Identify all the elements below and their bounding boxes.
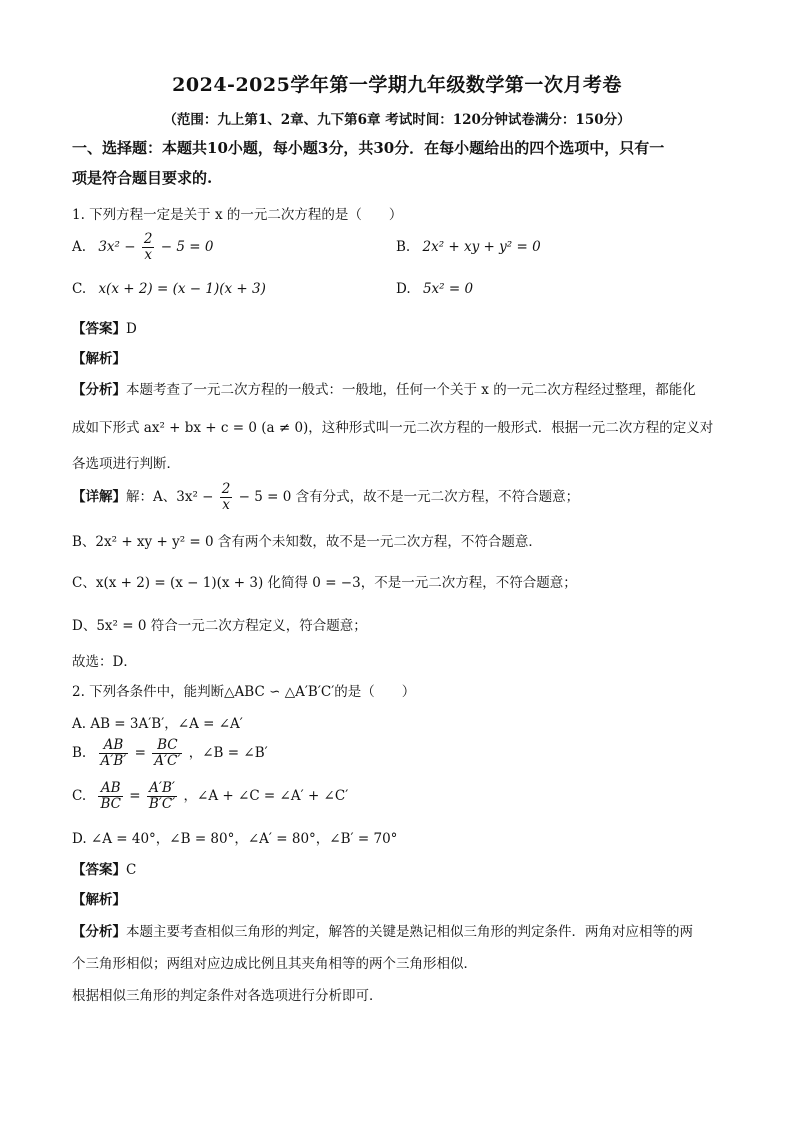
- q2-option-c-denominator-2: B′C′: [148, 796, 176, 812]
- q1-detail-a-post: − 5 = 0 含有分式，故不是一元二次方程，不符合题意；: [238, 489, 580, 505]
- q2-option-b-fraction-1: [99, 738, 129, 769]
- q1-fenxi-tag: 【分析】: [72, 382, 126, 398]
- q1-detail-a-fraction: [220, 482, 233, 513]
- q1-option-d: [396, 281, 473, 297]
- page-title: 2024-2025学年第一学期九年级数学第一次月考卷: [172, 74, 622, 96]
- q2-option-b-label: B.: [72, 745, 87, 761]
- q1-detail-a-numerator: 2: [221, 481, 231, 497]
- q1-answer: [72, 317, 137, 337]
- q2-option-b-denominator-1: A′B′: [100, 753, 127, 769]
- q2-answer: [72, 858, 136, 878]
- q1-answer-tag: 【答案】: [72, 321, 126, 337]
- q1-option-c: [72, 281, 266, 297]
- q2-fenxi-line-2: 个三角形相似；两组对应边成比例且其夹角相等的两个三角形相似．: [72, 956, 477, 972]
- q2-option-b-numerator-1: AB: [99, 738, 129, 754]
- q2-option-c-denominator-1: BC: [100, 796, 121, 812]
- q2-fenxi-tag: 【分析】: [72, 924, 126, 940]
- q1-detail-d: D、5x² = 0 符合一元二次方程定义，符合题意；: [72, 618, 367, 634]
- q1-fenxi-line-3: 各选项进行判断．: [72, 456, 180, 472]
- q1-option-d-text: 5x² = 0: [422, 281, 474, 297]
- q2-option-b-numerator-2: BC: [152, 738, 182, 754]
- page-subtitle: （范围：九上第1、2章、九下第6章 考试时间：120分钟试卷满分：150分）: [163, 112, 631, 128]
- q2-fenxi-line-1: [72, 920, 693, 940]
- q1-detail-tag: 【详解】: [72, 489, 126, 505]
- q1-option-a-label: A.: [72, 239, 87, 255]
- q1-option-c-label: C.: [72, 281, 87, 297]
- q1-option-d-label: D.: [396, 281, 411, 297]
- q2-option-b-equals: =: [134, 745, 146, 761]
- q2-option-c: [72, 781, 348, 812]
- q1-detail-a-pre: 解：A、3x² −: [126, 489, 214, 505]
- q2-answer-tag: 【答案】: [72, 862, 126, 878]
- q1-option-a: [72, 232, 213, 263]
- q1-option-a-fraction: [142, 232, 155, 263]
- q2-option-b: [72, 738, 268, 769]
- q1-fenxi-text-1: 本题考查了一元二次方程的一般式：一般地，任何一个关于 x 的一元二次方程经过整理，都能化: [126, 382, 696, 398]
- q2-option-c-label: C.: [72, 788, 87, 804]
- q2-answer-value: C: [126, 862, 137, 878]
- q1-analysis-tag: 【解析】: [72, 351, 126, 367]
- q1-detail-b: B、2x² + xy + y² = 0 含有两个未知数，故不是一元二次方程，不符合题意．: [72, 534, 542, 550]
- q2-fenxi-text-1: 本题主要考查相似三角形的判定，解答的关键是熟记相似三角形的判定条件．两角对应相等的两: [126, 924, 693, 940]
- q2-option-b-post: ，∠B = ∠B′: [188, 745, 268, 761]
- q1-fenxi-line-1: [72, 378, 696, 398]
- q2-analysis-tag: 【解析】: [72, 892, 126, 908]
- section-heading: [72, 133, 722, 193]
- q2-option-c-post: ，∠A + ∠C = ∠A′ + ∠C′: [183, 788, 349, 804]
- q1-option-a-numerator: 2: [143, 231, 153, 247]
- q1-option-b-text: 2x² + xy + y² = 0: [422, 239, 541, 255]
- q2-stem: 2. 下列各条件中，能判断△ABC ∽ △A′B′C′的是（ ）: [72, 684, 416, 700]
- section-heading-line-2: 项是符合题目要求的.: [72, 169, 213, 187]
- q2-option-d: D. ∠A = 40°，∠B = 80°，∠A′ = 80°，∠B′ = 70°: [72, 831, 398, 847]
- q1-option-a-post: − 5 = 0: [160, 239, 214, 255]
- q2-option-a: A. AB = 3A′B′，∠A = ∠A′: [72, 716, 243, 732]
- q1-detail-a: [72, 482, 579, 513]
- q1-stem: 1. 下列方程一定是关于 x 的一元二次方程的是（ ）: [72, 207, 403, 223]
- q2-option-c-equals: =: [129, 788, 141, 804]
- q2-option-c-fraction-1: [98, 781, 123, 812]
- q1-answer-value: D: [126, 321, 137, 337]
- q1-option-a-denominator: x: [144, 247, 152, 263]
- q2-option-b-fraction-2: [152, 738, 182, 769]
- q2-option-b-denominator-2: A′C′: [154, 753, 181, 769]
- q2-option-c-numerator-1: AB: [98, 781, 123, 797]
- q1-detail-c: C、x(x + 2) = (x − 1)(x + 3) 化简得 0 = −3，不是一元二次方程，不符合题意；: [72, 575, 577, 591]
- q1-option-b-label: B.: [396, 239, 411, 255]
- q1-conclusion: 故选：D．: [72, 654, 137, 670]
- q1-option-b: [396, 239, 541, 255]
- q2-fenxi-line-3: 根据相似三角形的判定条件对各选项进行分析即可．: [72, 988, 383, 1004]
- section-heading-line-1: 一、选择题：本题共10小题，每小题3分，共30分．在每小题给出的四个选项中，只有一: [72, 139, 665, 157]
- q2-option-c-numerator-2: A′B′: [147, 781, 177, 797]
- q1-option-c-text: x(x + 2) = (x − 1)(x + 3): [98, 281, 266, 297]
- q1-option-a-pre: 3x² −: [98, 239, 136, 255]
- q2-option-c-fraction-2: [147, 781, 177, 812]
- q1-fenxi-line-2: 成如下形式 ax² + bx + c = 0 (a ≠ 0)，这种形式叫一元二次方程的一般形式．根据一元二次方程的定义对: [72, 420, 714, 436]
- q1-detail-a-denominator: x: [222, 497, 230, 513]
